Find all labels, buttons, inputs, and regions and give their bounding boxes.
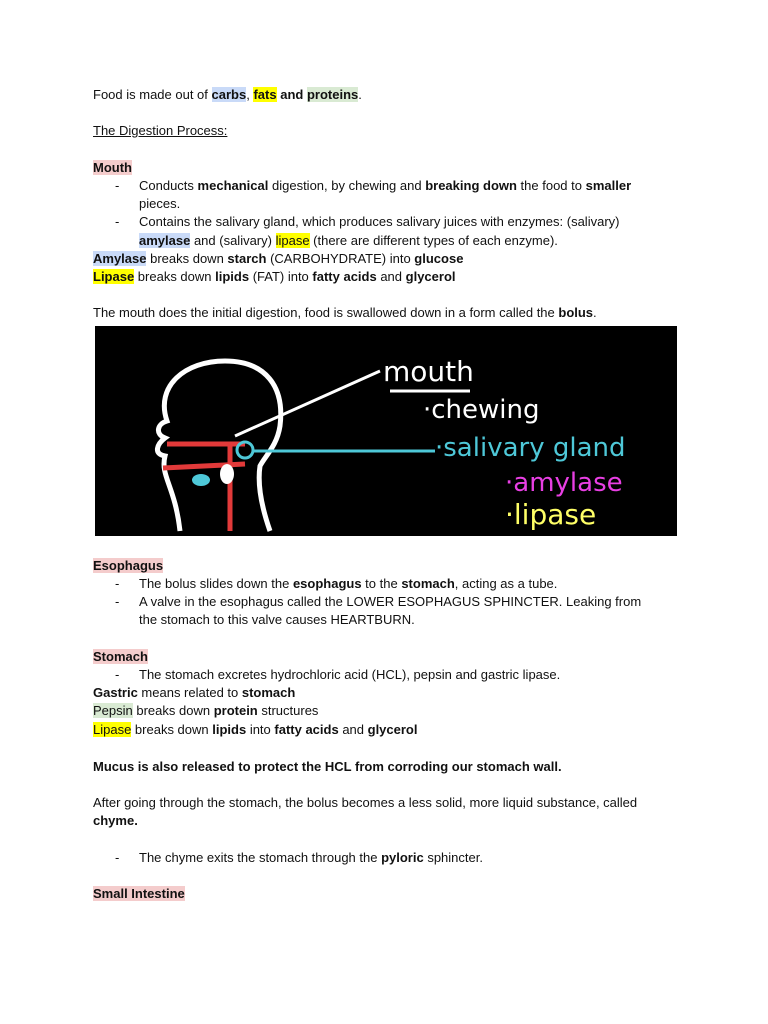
- label-lipase: ·lipase: [505, 498, 597, 531]
- pepsin-term: Pepsin: [93, 703, 133, 718]
- carbs-highlight: carbs: [211, 87, 247, 102]
- text: The chyme exits the stomach through the: [139, 850, 382, 865]
- text: (CARBOHYDRATE) into: [266, 251, 415, 266]
- lipids-bold: lipids: [215, 269, 250, 284]
- text: The mouth does the initial digestion, food is swallowed down in a form called the: [93, 305, 559, 320]
- bolus-bold: bolus: [558, 305, 594, 320]
- fatty-acids-bold: fatty acids: [312, 269, 377, 284]
- text: into: [246, 722, 275, 737]
- text: to the: [361, 576, 402, 591]
- mouth-heading-text: Mouth: [93, 160, 132, 175]
- period: .: [593, 305, 597, 320]
- fatty-acids-bold: fatty acids: [274, 722, 339, 737]
- esophagus-heading: [93, 557, 163, 575]
- text: Conducts: [139, 178, 198, 193]
- text: breaks down: [134, 269, 216, 284]
- mucus-bold: Mucus is also released to protect the HCL from corroding our stomach wall.: [93, 759, 562, 774]
- mouth-bullet-2-cont: [139, 232, 558, 250]
- fats-highlight: fats: [253, 87, 277, 102]
- text: Contains the salivary gland, which produces salivary juices with enzymes: (salivary): [139, 214, 620, 229]
- lipase-term: Lipase: [93, 269, 135, 284]
- stomach-bullet-1: [115, 666, 561, 684]
- esophagus-bullet-2-cont: the stomach to this valve causes HEARTBURN.: [139, 612, 415, 627]
- smaller-bold: smaller: [585, 178, 632, 193]
- text: (FAT) into: [249, 269, 313, 284]
- text: sphincter.: [423, 850, 483, 865]
- bullet-dash: -: [115, 178, 120, 193]
- tongue-shape: [220, 464, 234, 484]
- text: and: [338, 722, 368, 737]
- proteins-highlight: proteins: [306, 87, 359, 102]
- esophagus-bold: esophagus: [292, 576, 362, 591]
- chyme-bold: chyme.: [93, 813, 138, 828]
- process-title: The Digestion Process:: [93, 123, 228, 138]
- mouth-diagram-image: [95, 326, 677, 536]
- text: and: [376, 269, 406, 284]
- small-intestine-heading: [93, 885, 185, 903]
- label-amylase: ·amylase: [505, 468, 623, 498]
- lipase-line: [93, 268, 456, 286]
- mouth-red-line: [163, 464, 245, 468]
- chyme-line-2: [93, 812, 138, 830]
- amylase-term: Amylase: [93, 251, 147, 266]
- lipids-bold: lipids: [212, 722, 247, 737]
- pointer-line: [235, 371, 380, 436]
- chyme-line-1: After going through the stomach, the bolus becomes a less solid, more liquid substance, called: [93, 795, 638, 810]
- label-salivary: ·salivary gland: [435, 433, 626, 463]
- text: structures: [257, 703, 319, 718]
- stomach-heading-text: Stomach: [93, 649, 148, 664]
- glycerol-bold: glycerol: [405, 269, 456, 284]
- text: The bolus slides down the: [139, 576, 293, 591]
- bullet-dash: -: [115, 850, 120, 865]
- text: and (salivary): [190, 233, 276, 248]
- bolus-line: [93, 304, 597, 322]
- bullet-dash: -: [115, 594, 120, 609]
- salivary-gland-blob: [192, 474, 210, 486]
- mechanical-bold: mechanical: [197, 178, 269, 193]
- small-intestine-heading-text: Small Intestine: [93, 886, 185, 901]
- gastric-bold: Gastric: [93, 685, 138, 700]
- esophagus-bullet-2: [115, 593, 642, 611]
- bullet-dash: -: [115, 576, 120, 591]
- and-word: and: [280, 87, 304, 102]
- gastric-line: [93, 684, 295, 702]
- text: (there are different types of each enzyme).: [309, 233, 558, 248]
- stomach-bold: stomach: [401, 576, 455, 591]
- mouth-heading: [93, 159, 132, 177]
- period: .: [358, 87, 362, 102]
- label-mouth: mouth: [383, 355, 474, 388]
- mucus-line: [93, 758, 562, 776]
- amylase-highlight: amylase: [139, 233, 191, 248]
- protein-bold: protein: [213, 703, 258, 718]
- bullet-dash: -: [115, 214, 120, 229]
- text: breaks down: [132, 703, 214, 718]
- label-chewing: ·chewing: [423, 395, 540, 425]
- intro-line: [93, 86, 362, 104]
- esophagus-heading-text: Esophagus: [93, 558, 164, 573]
- text: breaks down: [131, 722, 213, 737]
- mouth-bullet-1: [115, 177, 632, 195]
- text: , acting as a tube.: [454, 576, 558, 591]
- starch-bold: starch: [227, 251, 267, 266]
- esophagus-bullet-1: [115, 575, 558, 593]
- stomach-heading: [93, 648, 148, 666]
- glycerol-bold: glycerol: [367, 722, 418, 737]
- breaking-down-bold: breaking down: [425, 178, 517, 193]
- comma: ,: [246, 87, 250, 102]
- stomach-lipase-line: [93, 721, 417, 739]
- text: the food to: [516, 178, 586, 193]
- text: A valve in the esophagus called the LOWER ESOPHAGUS SPHINCTER. Leaking from: [139, 594, 642, 609]
- mouth-bullet-1-cont: pieces.: [139, 196, 181, 211]
- text: digestion, by chewing and: [268, 178, 426, 193]
- pepsin-line: [93, 702, 318, 720]
- amylase-line: [93, 250, 463, 268]
- text: breaks down: [146, 251, 228, 266]
- text: means related to: [137, 685, 242, 700]
- mouth-bullet-2: [115, 213, 620, 231]
- intro-text: Food is made out of: [93, 87, 212, 102]
- text: The stomach excretes hydrochloric acid (HCL), pepsin and gastric lipase.: [139, 667, 561, 682]
- lipase-highlight: lipase: [275, 233, 310, 248]
- pyloric-bold: pyloric: [381, 850, 424, 865]
- glucose-bold: glucose: [414, 251, 464, 266]
- stomach-bold: stomach: [241, 685, 296, 700]
- mouth-diagram-svg: [95, 326, 677, 536]
- bullet-dash: -: [115, 667, 120, 682]
- lipase-term: Lipase: [93, 722, 132, 737]
- stomach-bullet-2: [115, 849, 483, 867]
